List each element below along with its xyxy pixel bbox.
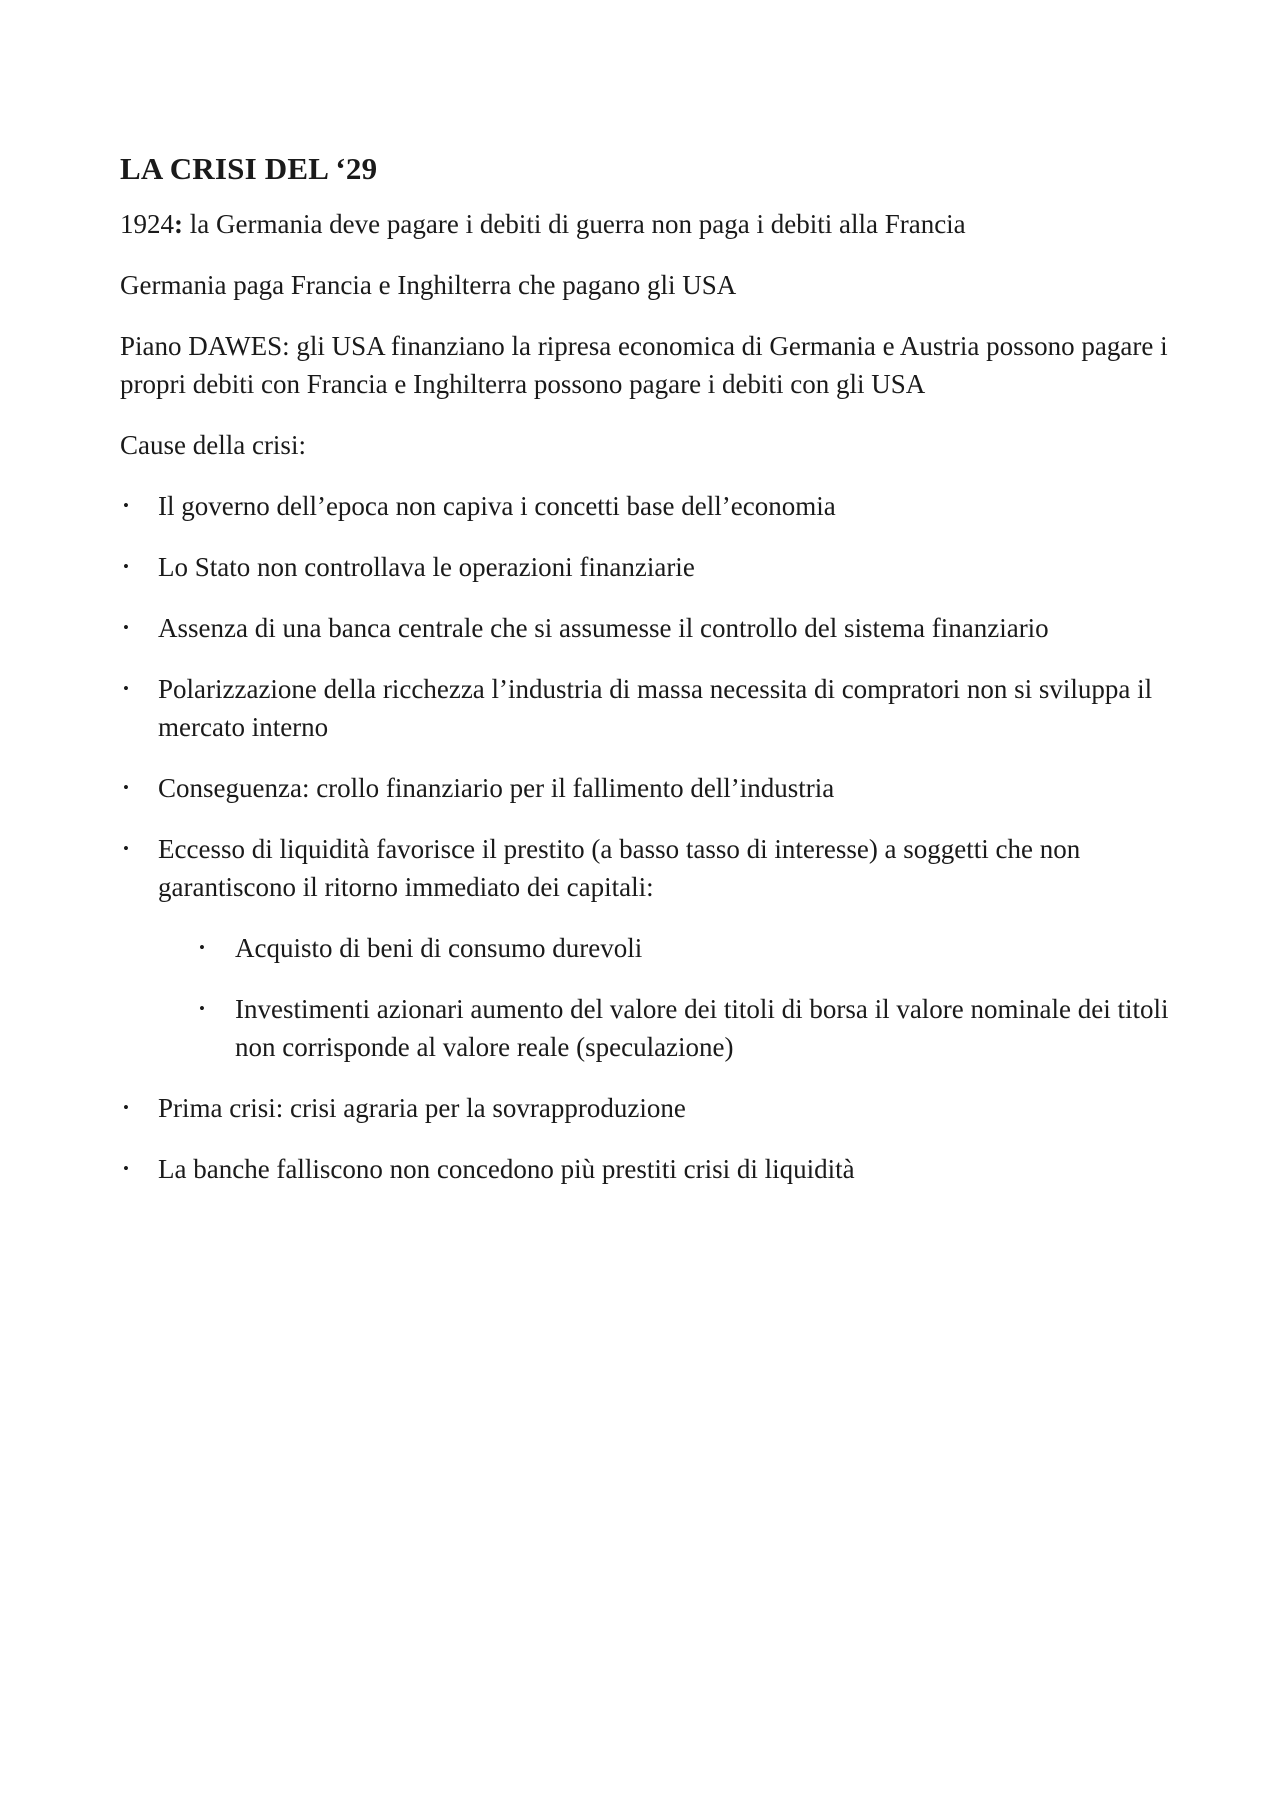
paragraph-1924 [120,205,1180,243]
bullet-icon: • [123,557,129,577]
year-label: 1924 [120,209,174,240]
list-item [120,609,1180,647]
sub-list-item-text: Investimenti azionari aumento del valore dei titoli di borsa il valore nominale dei titoli non corrisponde al valore reale (speculazione) [235,994,1169,1063]
year-colon: : [174,209,183,240]
list-item [120,1150,1180,1188]
bullet-icon: • [123,496,129,516]
list-item-text: Lo Stato non controllava le operazioni finanziarie [158,552,695,583]
list-item [120,548,1180,586]
bullet-icon: • [123,778,129,798]
bullet-icon: • [123,1159,129,1179]
list-item-text: Prima crisi: crisi agraria per la sovrapproduzione [158,1093,686,1124]
sub-list [196,929,1180,1066]
list-item [120,487,1180,525]
sub-list-item [196,990,1180,1066]
list-item [120,769,1180,807]
bullet-icon: • [199,999,205,1019]
paragraph-1924-text: la Germania deve pagare i debiti di guerra non paga i debiti alla Francia [183,209,966,240]
document-page [120,150,1180,1211]
bullet-icon: • [199,938,205,958]
paragraph-dawes: Piano DAWES: gli USA finanziano la ripresa economica di Germania e Austria possono pagare i propri debiti con Francia e Inghilterra possono pagare i debiti con gli USA [120,331,1168,400]
paragraph-causes-heading: Cause della crisi: [120,430,306,461]
bullet-icon: • [123,1098,129,1118]
sub-list-item [196,929,1180,967]
list-item [120,1089,1180,1127]
list-item-text: Assenza di una banca centrale che si assumesse il controllo del sistema finanziario [158,613,1049,644]
bullet-icon: • [123,679,129,699]
document-title: LA CRISI DEL ‘29 [120,151,378,186]
paragraph-payments: Germania paga Francia e Inghilterra che pagano gli USA [120,270,737,301]
list-item-text: Eccesso di liquidità favorisce il prestito (a basso tasso di interesse) a soggetti che non garantiscono il ritorno immediato dei capitali: [158,834,1081,903]
list-item-text: Conseguenza: crollo finanziario per il fallimento dell’industria [158,773,835,804]
bullet-icon: • [123,839,129,859]
causes-list [120,487,1180,1188]
bullet-icon: • [123,618,129,638]
list-item [120,830,1180,1066]
list-item-text: Il governo dell’epoca non capiva i concetti base dell’economia [158,491,836,522]
list-item [120,670,1180,746]
list-item-text: Polarizzazione della ricchezza l’industria di massa necessita di compratori non si sviluppa il mercato interno [158,674,1153,743]
sub-list-item-text: Acquisto di beni di consumo durevoli [235,933,643,964]
list-item-text: La banche falliscono non concedono più prestiti crisi di liquidità [158,1154,855,1185]
